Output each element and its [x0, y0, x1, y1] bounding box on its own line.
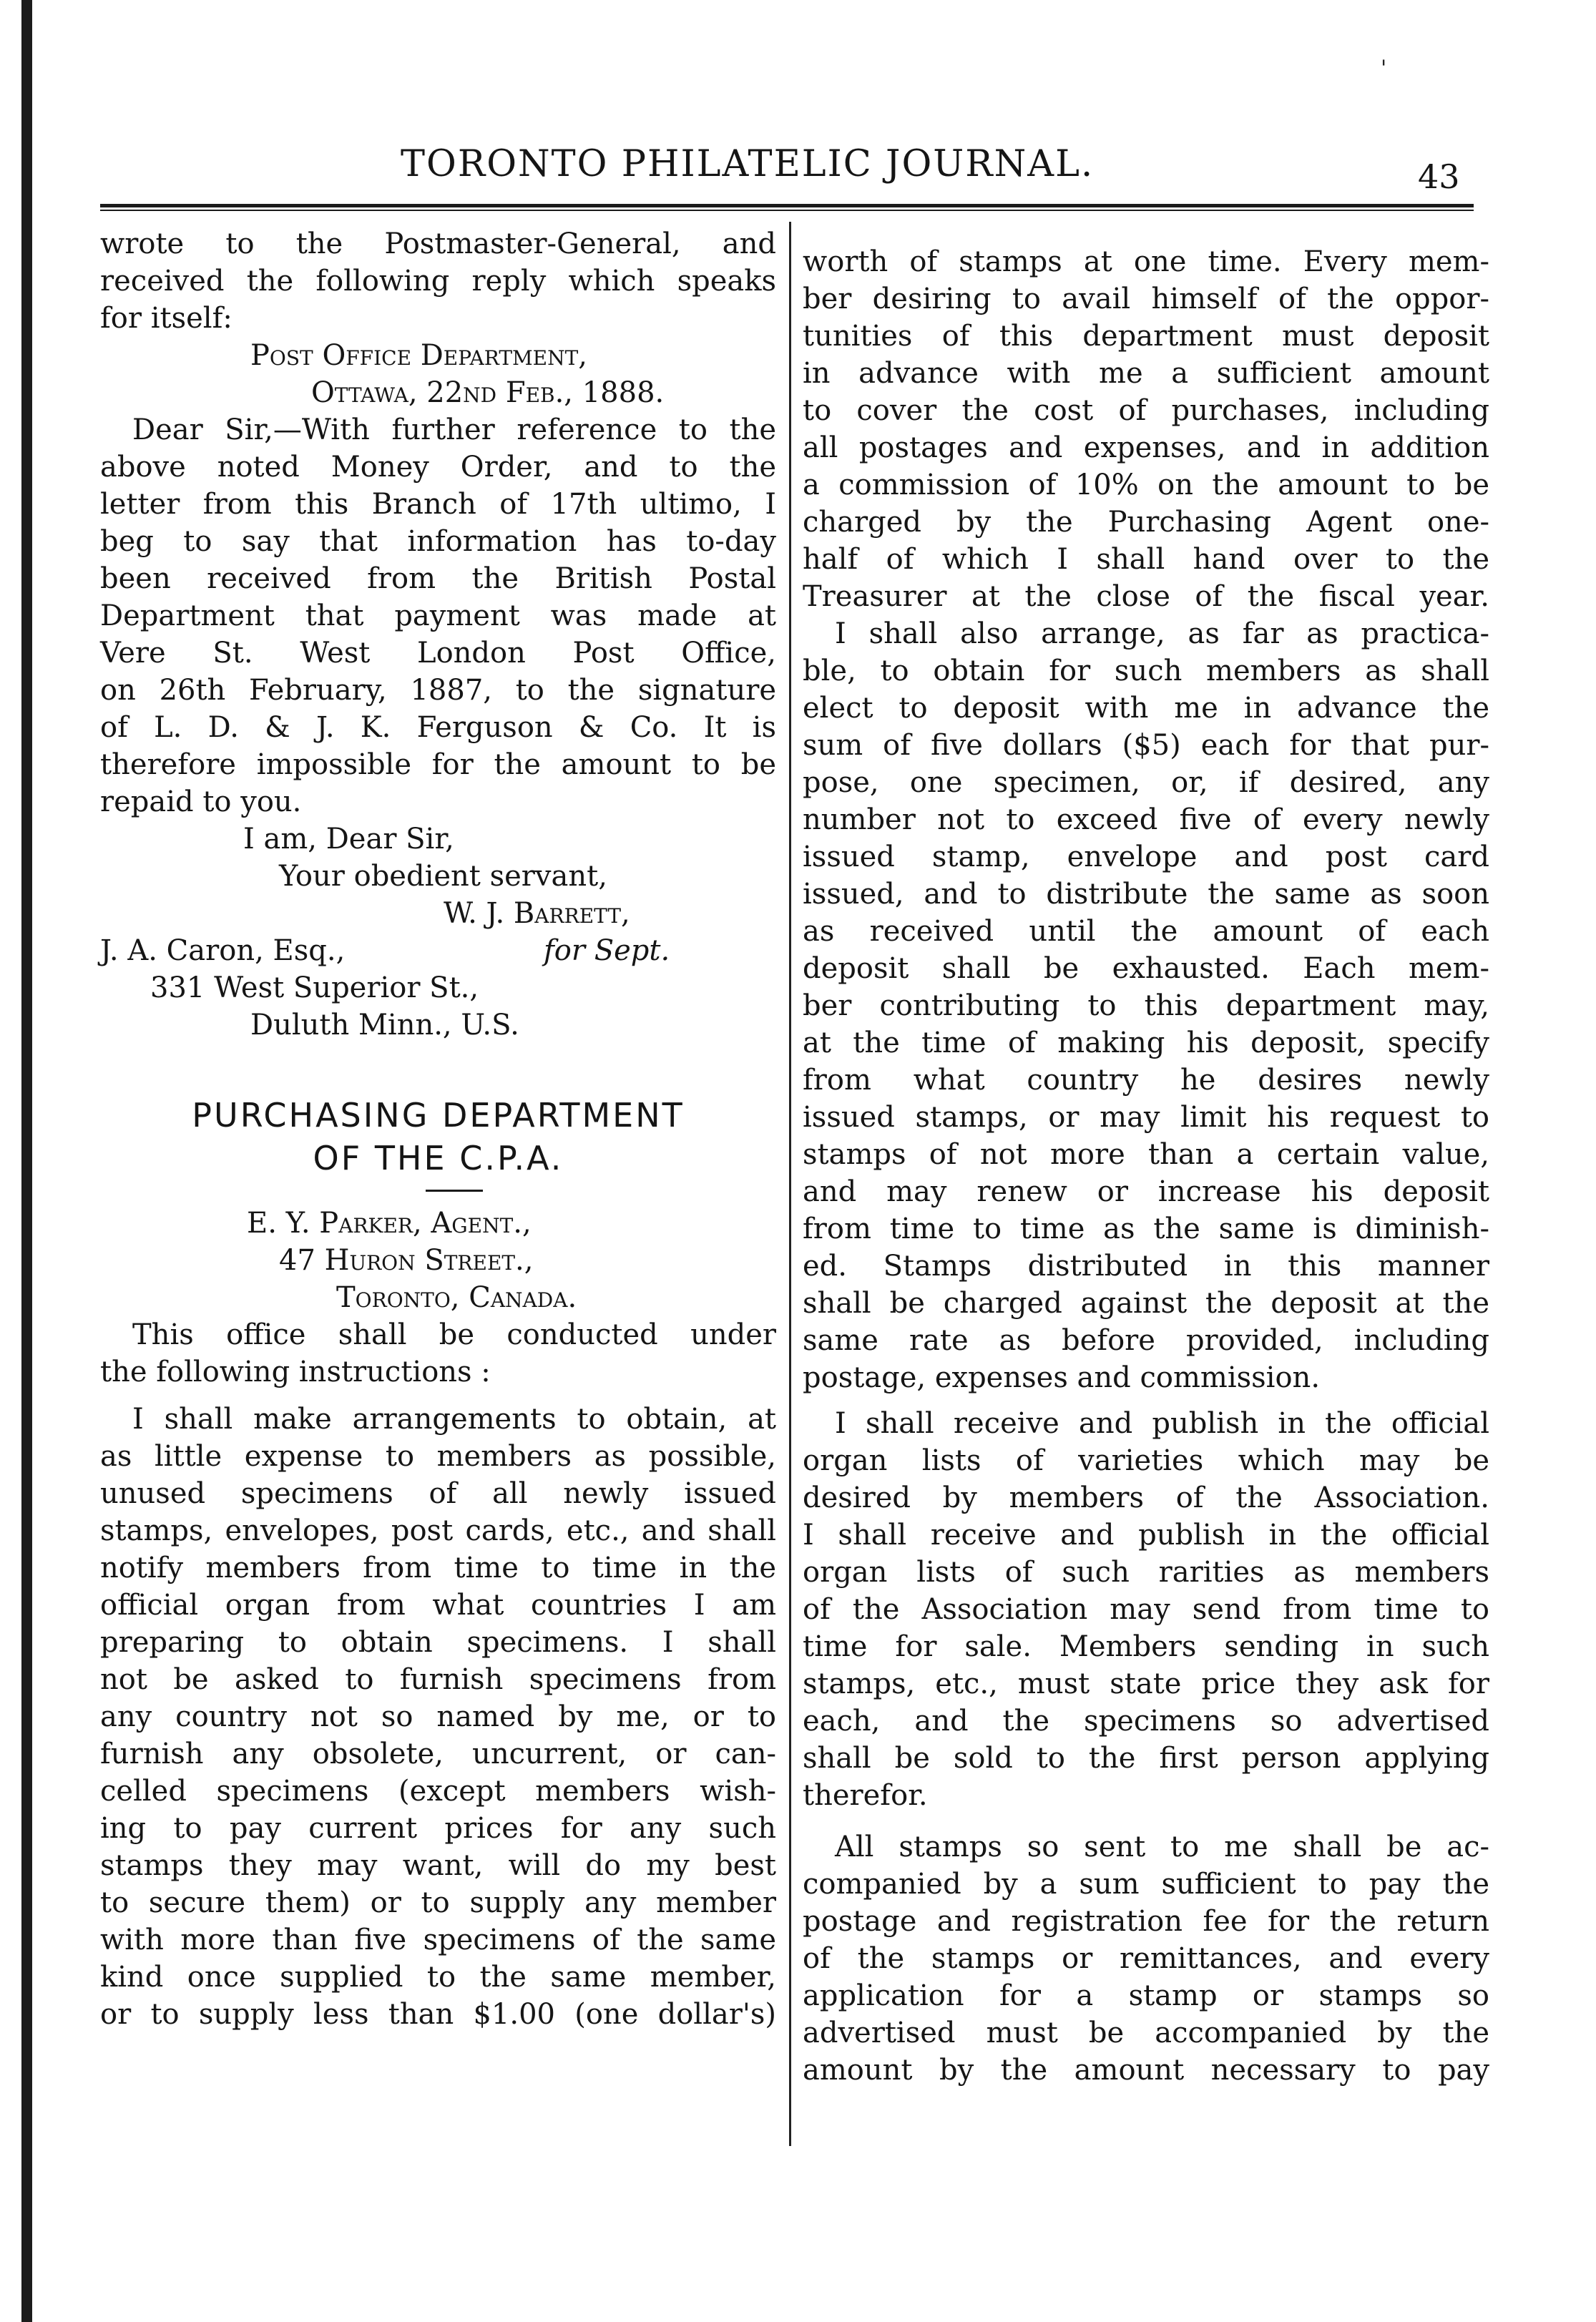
text-line: issued stamp, envelope and post card	[803, 841, 1489, 873]
text-line: the following instructions :	[100, 1356, 491, 1388]
text-line: ble, to obtain for such members as shall	[803, 655, 1489, 687]
addressee-city: Duluth Minn., U.S.	[250, 1009, 519, 1042]
text-line: in advance with me a sufficient amount	[803, 357, 1489, 390]
text-line: shall be charged against the deposit at the	[803, 1287, 1489, 1320]
text-line: or to supply less than $1.00 (one dollar's)	[100, 1998, 776, 2031]
text-line: not be asked to furnish specimens from	[100, 1663, 776, 1696]
letter-date: Ottawa, 22nd Feb., 1888.	[311, 376, 665, 409]
letter-closing: Your obedient servant,	[279, 860, 607, 893]
text-line: at the time of making his deposit, specify	[803, 1027, 1489, 1059]
text-line: This office shall be conducted under	[132, 1318, 776, 1351]
text-line: from time to time as the same is diminish-	[803, 1213, 1489, 1245]
text-line: stamps they may want, will do my best	[100, 1849, 776, 1882]
text-line: stamps, envelopes, post cards, etc., and shall	[100, 1514, 776, 1547]
text-line: amount by the amount necessary to pay	[803, 2054, 1489, 2087]
text-line: as little expense to members as possible,	[100, 1440, 776, 1473]
page-number: 43	[1418, 157, 1460, 196]
text-line: elect to deposit with me in advance the	[803, 692, 1489, 725]
text-line: notify members from time to time in the	[100, 1552, 776, 1584]
text-line: on 26th February, 1887, to the signature	[100, 674, 776, 707]
text-line: and may renew or increase his deposit	[803, 1175, 1489, 1208]
text-line: Department that payment was made at	[100, 599, 776, 632]
text-line: all postages and expenses, and in addition	[803, 431, 1489, 464]
text-line: letter from this Branch of 17th ultimo, I	[100, 488, 776, 521]
text-line: from what country he desires newly	[803, 1064, 1489, 1097]
text-line: unused specimens of all newly issued	[100, 1477, 776, 1510]
text-line: worth of stamps at one time. Every mem-	[803, 245, 1489, 278]
section-rule	[426, 1190, 483, 1192]
text-line: I shall also arrange, as far as practica-	[835, 617, 1489, 650]
text-line: issued, and to distribute the same as soon	[803, 878, 1489, 911]
text-line: postage and registration fee for the return	[803, 1905, 1489, 1938]
text-line: of the Association may send from time to	[803, 1593, 1489, 1626]
text-line: kind once supplied to the same member,	[100, 1961, 776, 1994]
text-line: companied by a sum sufficient to pay the	[803, 1868, 1489, 1901]
text-line: beg to say that information has to-day	[100, 525, 776, 558]
letter-heading-date	[100, 374, 776, 411]
text-line: for itself:	[100, 302, 232, 335]
text-line: Treasurer at the close of the fiscal year.	[803, 580, 1489, 613]
letter-signature: W. J. Barrett,	[444, 897, 630, 930]
text-line: official organ from what countries I am	[100, 1589, 776, 1622]
agent-city: Toronto, Canada.	[336, 1281, 577, 1314]
agent-name: E. Y. Parker, Agent.,	[247, 1207, 532, 1240]
text-line: each, and the specimens so advertised	[803, 1705, 1489, 1738]
text-line: to cover the cost of purchases, including	[803, 394, 1489, 427]
text-line: a commission of 10% on the amount to be	[803, 469, 1489, 501]
text-line: same rate as before provided, including	[803, 1324, 1489, 1357]
text-line: preparing to obtain specimens. I shall	[100, 1626, 776, 1659]
text-line: number not to exceed five of every newly	[803, 803, 1489, 836]
left-column	[100, 225, 776, 2033]
text-line: postage, expenses and commission.	[803, 1361, 1321, 1394]
text-line: repaid to you.	[100, 785, 302, 818]
text-line: furnish any obsolete, uncurrent, or can-	[100, 1738, 776, 1770]
print-speck: '	[1381, 56, 1387, 81]
text-line: celled specimens (except members wish-	[100, 1775, 776, 1808]
text-line: of L. D. & J. K. Ferguson & Co. It is	[100, 711, 776, 744]
text-line: advertised must be accompanied by the	[803, 2017, 1489, 2049]
text-line: wrote to the Postmaster-General, and	[100, 227, 776, 260]
section-heading: PURCHASING DEPARTMENT	[192, 1096, 685, 1135]
page-binding-edge	[21, 0, 32, 2322]
text-line: sum of five dollars ($5) each for that pur-	[803, 729, 1489, 762]
text-line: Dear Sir,—With further reference to the	[132, 413, 776, 446]
header-rule	[100, 204, 1474, 207]
text-line: therefore impossible for the amount to be	[100, 748, 776, 781]
header-rule-thin	[100, 210, 1474, 211]
text-line: as received until the amount of each	[803, 915, 1489, 948]
text-line: ed. Stamps distributed in this manner	[803, 1250, 1489, 1283]
text-line: Vere St. West London Post Office,	[100, 637, 776, 670]
right-column	[803, 243, 1489, 2089]
text-line: tunities of this department must deposit	[803, 320, 1489, 353]
text-line: stamps of not more than a certain value,	[803, 1138, 1489, 1171]
text-line: organ lists of such rarities as members	[803, 1556, 1489, 1589]
text-line: organ lists of varieties which may be	[803, 1444, 1489, 1477]
letter-heading-department: Post Office Department,	[250, 339, 587, 372]
text-line: I shall make arrangements to obtain, at	[132, 1403, 776, 1436]
text-line: shall be sold to the first person applying	[803, 1742, 1489, 1775]
agent-street: 47 Huron Street.,	[279, 1244, 534, 1277]
text-line: pose, one specimen, or, if desired, any	[803, 766, 1489, 799]
letter-closing: I am, Dear Sir,	[243, 823, 454, 856]
text-line: ing to pay current prices for any such	[100, 1812, 776, 1845]
section-heading: OF THE C.P.A.	[313, 1139, 564, 1177]
text-line: issued stamps, or may limit his request to	[803, 1101, 1489, 1134]
text-line: therefor.	[803, 1779, 928, 1812]
text-line: with more than five specimens of the same	[100, 1924, 776, 1956]
signature-for: for Sept.	[544, 934, 670, 967]
text-line: I shall receive and publish in the official	[835, 1407, 1489, 1440]
text-line: of the stamps or remittances, and every	[803, 1942, 1489, 1975]
text-line: time for sale. Members sending in such	[803, 1630, 1489, 1663]
text-line: any country not so named by me, or to	[100, 1700, 776, 1733]
text-line: charged by the Purchasing Agent one-	[803, 506, 1489, 539]
journal-title: TORONTO PHILATELIC JOURNAL.	[401, 143, 1095, 185]
text-line: half of which I shall hand over to the	[803, 543, 1489, 576]
addressee-line	[100, 932, 776, 969]
text-line: stamps, etc., must state price they ask for	[803, 1667, 1489, 1700]
text-line: ber desiring to avail himself of the oppor-	[803, 283, 1489, 315]
addressee-name: J. A. Caron, Esq.,	[100, 934, 346, 967]
text-line: application for a stamp or stamps so	[803, 1979, 1489, 2012]
page-header	[86, 143, 1488, 196]
text-line: I shall receive and publish in the official	[803, 1519, 1489, 1552]
addressee-street: 331 West Superior St.,	[150, 971, 479, 1004]
column-divider	[789, 222, 791, 2146]
letter-salutation-line	[100, 411, 776, 449]
text-line: received the following reply which speaks	[100, 265, 776, 298]
text-line: ber contributing to this department may,	[803, 989, 1489, 1022]
text-line: to secure them) or to supply any member	[100, 1886, 776, 1919]
text-line: All stamps so sent to me shall be ac-	[835, 1831, 1489, 1863]
text-line: deposit shall be exhausted. Each mem-	[803, 952, 1489, 985]
text-line: desired by members of the Association.	[803, 1481, 1489, 1514]
text-line: above noted Money Order, and to the	[100, 451, 776, 484]
text-line: been received from the British Postal	[100, 562, 776, 595]
